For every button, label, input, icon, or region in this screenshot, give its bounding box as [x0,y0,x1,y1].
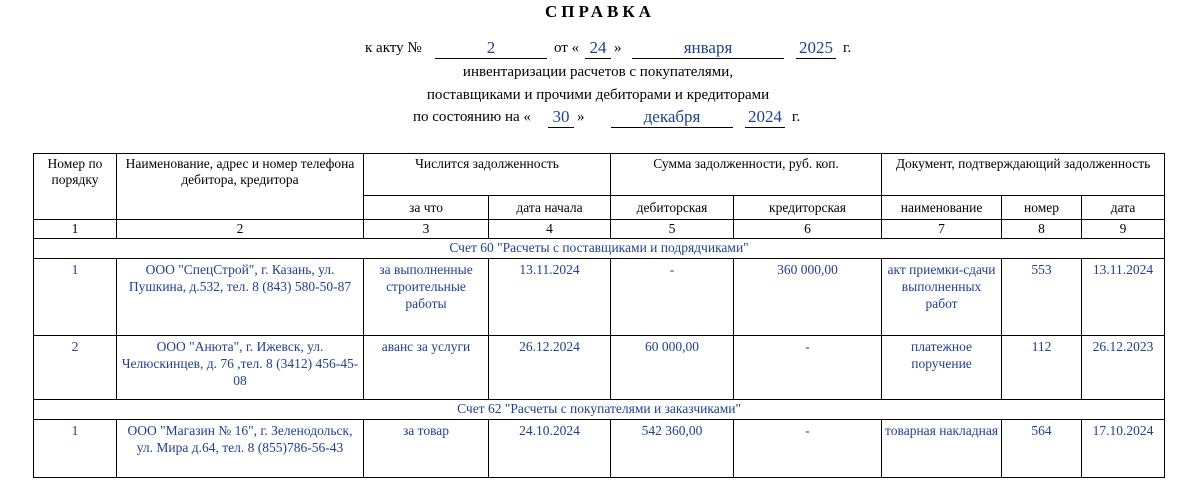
document-number: 112 [1002,336,1082,400]
state-year-suffix: г. [792,109,801,125]
table-row [34,336,1165,400]
column-number: 7 [882,220,1002,239]
header-number: Номер по порядку [34,154,117,220]
counterparty-name: ООО "Магазин № 16", г. Зеленодольск, ул. Мира д.64, тел. 8 (855)786-56-43 [117,420,364,478]
counterparty-name: ООО "Анюта", г. Ижевск, ул. Челюскинцев, д. 76 ,тел. 8 (3412) 456-45-08 [117,336,364,400]
section-account-60: Счет 60 "Расчеты с поставщиками и подрядчиками" [34,239,1165,259]
section-row [34,239,1165,259]
table-row [34,259,1165,336]
subtitle-line-2: инвентаризации расчетов с покупателями, [462,64,734,80]
subheader-doc-name: наименование [882,196,1002,220]
document-date: 17.10.2024 [1082,420,1165,478]
subtitle-line-3: поставщиками и прочими дебиторами и кредиторами [426,87,770,103]
debt-reason: за товар [364,420,489,478]
credit-amount: - [734,336,882,400]
debt-reason: за выполненные строительные работы [364,259,489,336]
state-year-field[interactable]: 2024 [745,107,785,128]
document-name: платежное поручение [882,336,1002,400]
column-number: 6 [734,220,882,239]
state-date-line [0,107,1200,129]
subheader-doc-number: номер [1002,196,1082,220]
document-name: акт приемки-сдачи выполненных работ [882,259,1002,336]
subheader-for: за что [364,196,489,220]
debit-amount: 542 360,00 [611,420,734,478]
inventory-table [33,153,1165,478]
subheader-debit: дебиторская [611,196,734,220]
debit-amount: 60 000,00 [611,336,734,400]
act-day-field[interactable]: 24 [585,38,611,59]
column-number: 5 [611,220,734,239]
column-number: 9 [1082,220,1165,239]
subheader-doc-date: дата [1082,196,1165,220]
column-number: 8 [1002,220,1082,239]
debt-reason: аванс за услуги [364,336,489,400]
act-reference-line [0,38,1200,60]
act-year-field[interactable]: 2025 [796,38,836,59]
state-month-field[interactable]: декабря [611,107,733,128]
state-day-field[interactable]: 30 [548,107,574,128]
header-debt: Числится задолженность [364,154,611,196]
debit-amount: - [611,259,734,336]
credit-amount: - [734,420,882,478]
row-number: 1 [34,259,117,336]
act-number-field[interactable]: 2 [435,38,547,59]
act-month-field[interactable]: января [632,38,784,59]
state-quote-close: » [577,109,585,125]
table-row [34,420,1165,478]
quote-close: » [614,40,622,56]
state-label: по состоянию на « [413,109,531,125]
document-number: 564 [1002,420,1082,478]
debt-start-date: 24.10.2024 [489,420,611,478]
document-title: СПРАВКА [545,2,655,21]
debt-start-date: 26.12.2024 [489,336,611,400]
column-number: 2 [117,220,364,239]
act-prefix: к акту № [365,40,422,56]
header-counterparty: Наименование, адрес и номер телефона дебитора, кредитора [117,154,364,220]
subheader-credit: кредиторская [734,196,882,220]
document-date: 26.12.2023 [1082,336,1165,400]
column-number: 4 [489,220,611,239]
row-number: 1 [34,420,117,478]
year-suffix: г. [843,40,852,56]
column-number-row [34,220,1165,239]
column-number: 1 [34,220,117,239]
counterparty-name: ООО "СпецСтрой", г. Казань, ул. Пушкина, д.532, тел. 8 (843) 580-50-87 [117,259,364,336]
section-row [34,400,1165,420]
row-number: 2 [34,336,117,400]
header-sum: Сумма задолженности, руб. коп. [611,154,882,196]
from-label: от « [554,40,580,56]
document-number: 553 [1002,259,1082,336]
section-account-62: Счет 62 "Расчеты с покупателями и заказчиками" [34,400,1165,420]
document-date: 13.11.2024 [1082,259,1165,336]
subheader-start-date: дата начала [489,196,611,220]
header-document: Документ, подтверждающий задолженность [882,154,1165,196]
debt-start-date: 13.11.2024 [489,259,611,336]
column-number: 3 [364,220,489,239]
document-name: товарная накладная [882,420,1002,478]
credit-amount: 360 000,00 [734,259,882,336]
